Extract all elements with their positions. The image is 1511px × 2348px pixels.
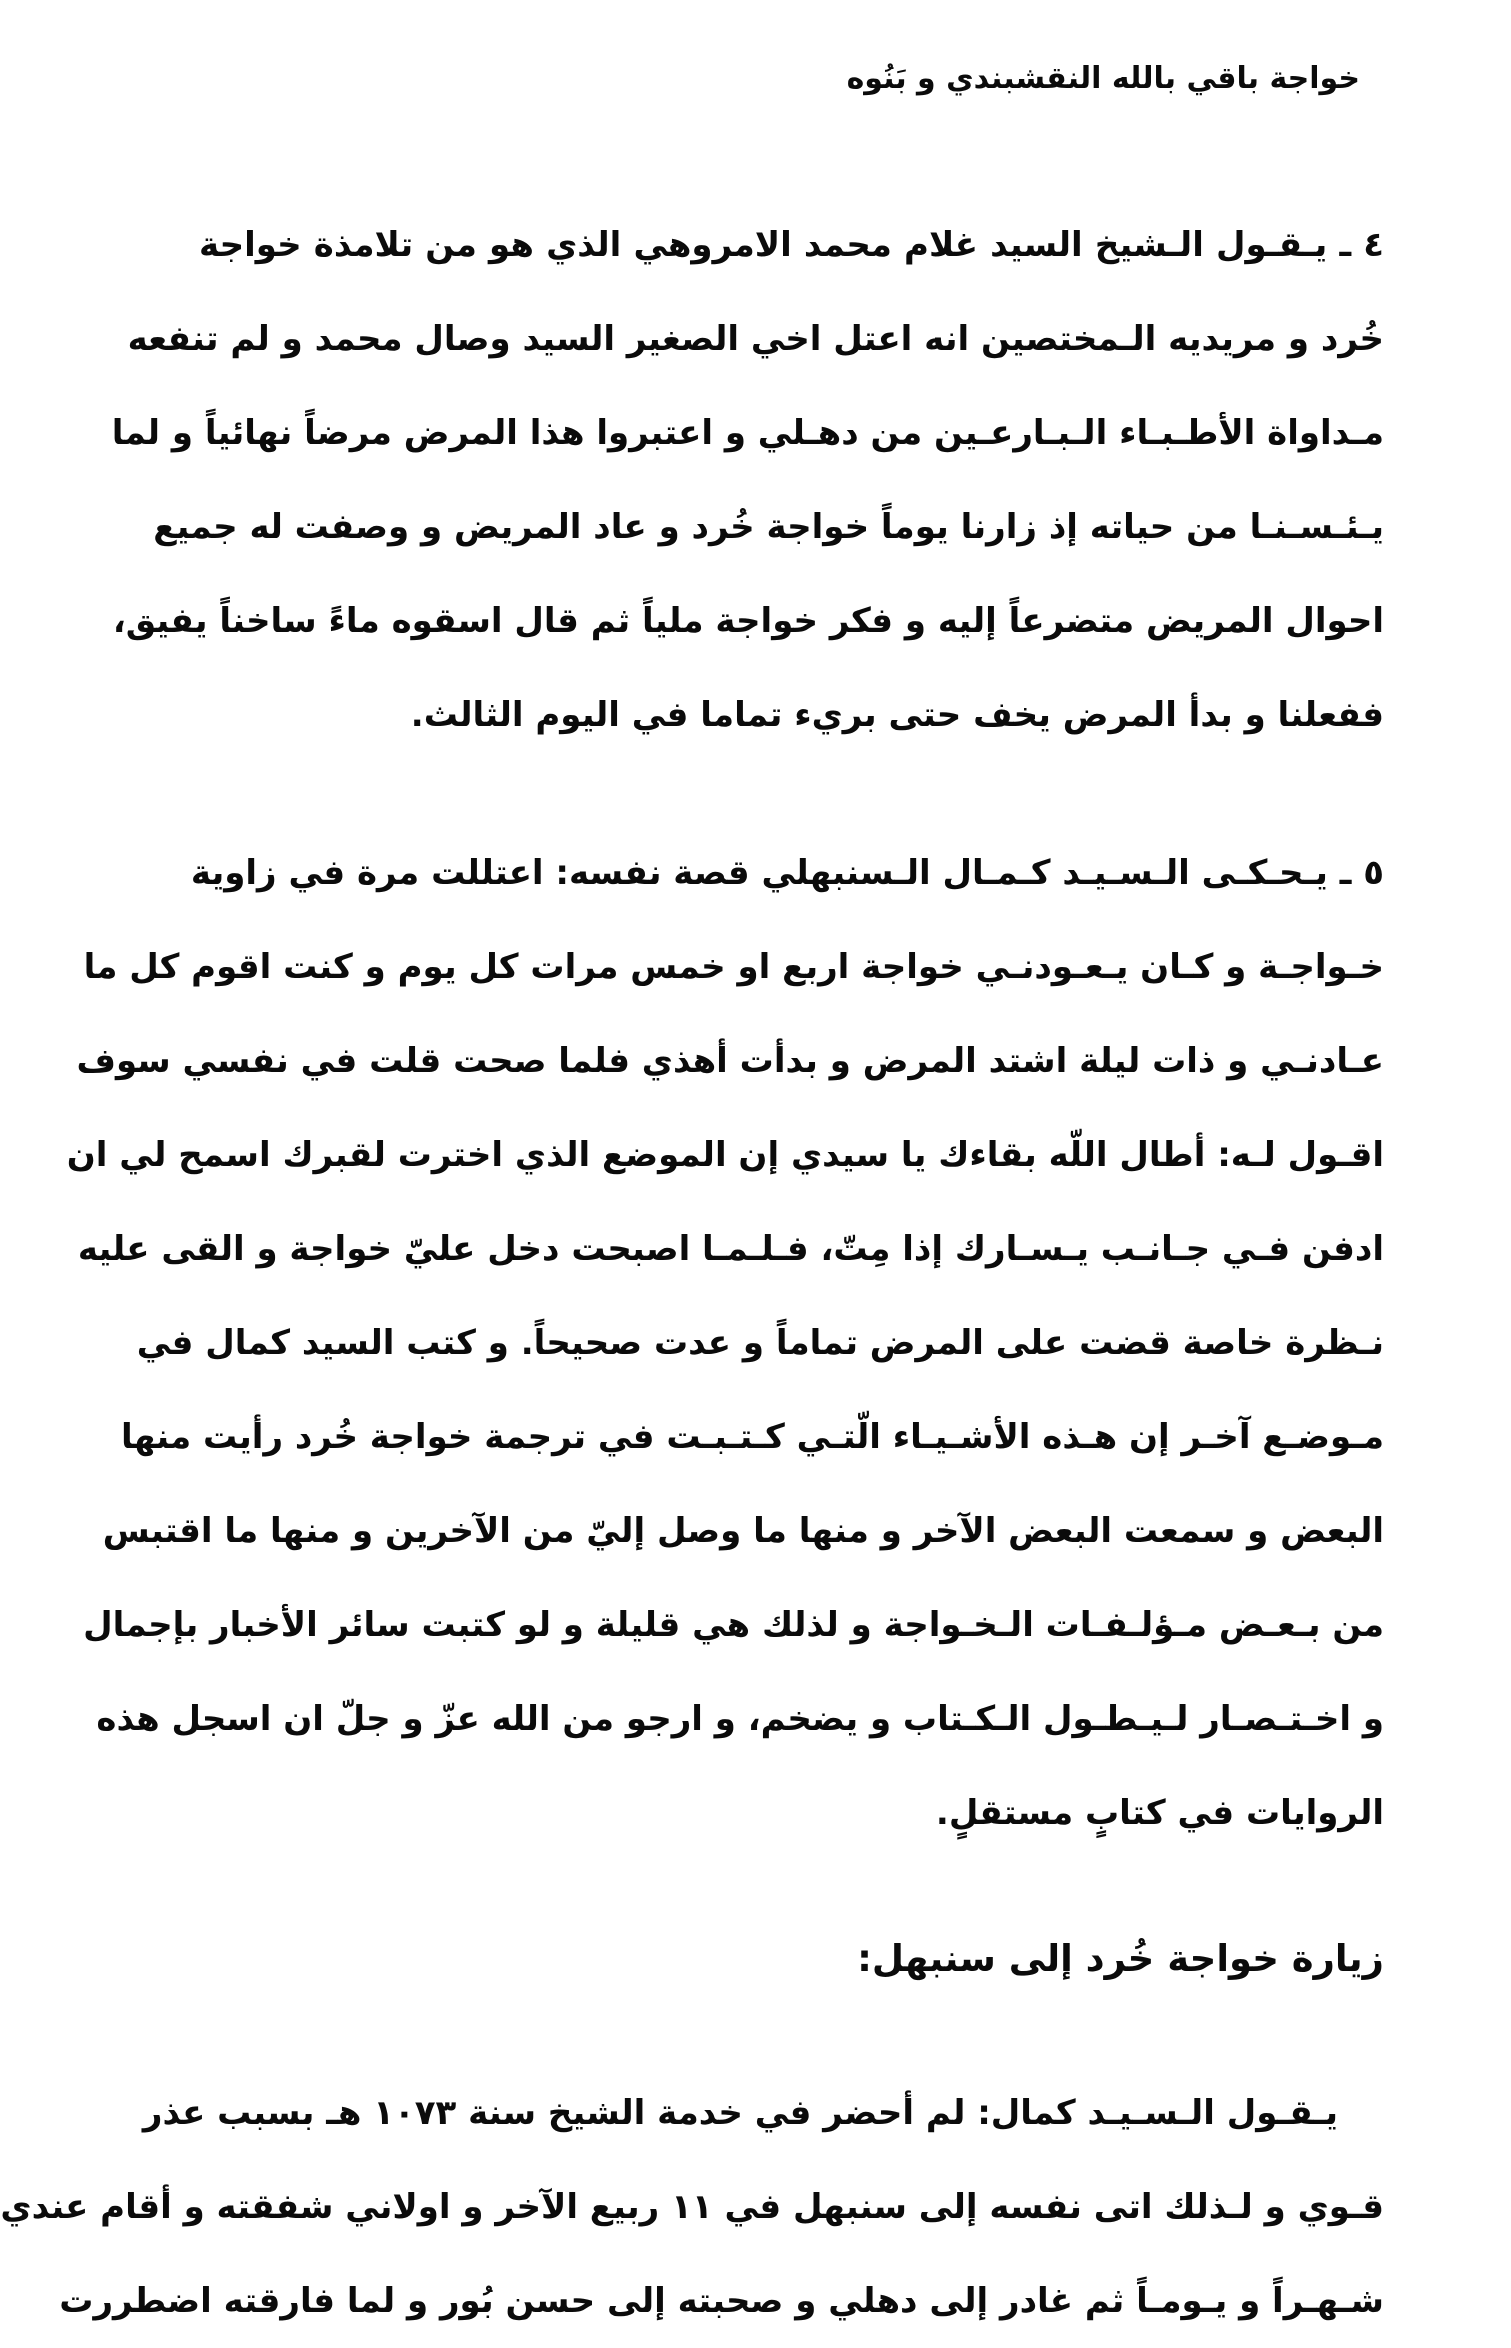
- text-line: خُرد و مريديه الـمختصين انه اعتل اخي الصغير السيد وصال محمد و لم تنفعه: [127, 319, 1384, 359]
- text-line: ففعلنا و بدأ المرض يخف حتى بريء تماما في اليوم الثالث.: [410, 695, 1384, 735]
- text-line: يـئـسـنـا من حياته إذ زارنا يوماً خواجة خُرد و عاد المريض و وصفت له جميع: [153, 507, 1384, 547]
- paragraph-5: [66, 826, 1384, 1860]
- text-line: مـداواة الأطـبـاء الـبـارعـين من دهـلي و اعتبروا هذا المرض مرضاً نهائياً و لما: [111, 413, 1384, 453]
- running-header: خواجة باقي بالله النقشبندي و بَنُوه: [846, 61, 1360, 96]
- text-line: نـظرة خاصة قضت على المرض تماماً و عدت صحيحاً. و كتب السيد كمال في: [136, 1323, 1384, 1363]
- text-line: مـوضـع آخـر إن هـذه الأشـيـاء الّتـي كـتـبـت في ترجمة خواجة خُرد رأيت منها: [121, 1417, 1384, 1457]
- text-line: ٤ ـ يـقـول الـشيخ السيد غلام محمد الامروهي الذي هو من تلامذة خواجة: [199, 225, 1384, 265]
- text-line: خـواجـة و كـان يـعـودنـي خواجة اربع او خمس مرات كل يوم و كنت اقوم كل ما: [83, 947, 1384, 987]
- text-line: من بـعـض مـؤلـفـات الـخـواجة و لذلك هي قليلة و لو كتبت سائر الأخبار بإجمال: [83, 1605, 1384, 1645]
- paragraph-4: [111, 198, 1384, 762]
- text-line: البعض و سمعت البعض الآخر و منها ما وصل إليّ من الآخرين و منها ما اقتبس: [102, 1511, 1384, 1551]
- text-line: ٥ ـ يـحـكـى الـسـيـد كـمـال الـسنبهلي قصة نفسه: اعتللت مرة في زاوية: [190, 853, 1384, 893]
- text-line: الروايات في كتابٍ مستقلٍ.: [935, 1793, 1384, 1833]
- text-line: يـقـول الـسـيـد كمال: لم أحضر في خدمة الشيخ سنة ١٠٧٣ هـ بسبب عذر: [142, 2093, 1338, 2133]
- text-line: و اخـتـصـار لـيـطـول الـكـتاب و يضخم، و ارجو من الله عزّ و جلّ ان اسجل هذه: [96, 1699, 1384, 1739]
- text-line: ادفن فـي جـانـب يـسـارك إذا مِتّ، فـلـمـا اصبحت دخل عليّ خواجة و القى عليه: [77, 1229, 1384, 1269]
- text-line: احوال المريض متضرعاً إليه و فكر خواجة ملياً ثم قال اسقوه ماءً ساخناً يفيق،: [112, 601, 1384, 641]
- text-line: اقـول لـه: أطال اللّه بقاءك يا سيدي إن الموضع الذي اخترت لقبرك اسمح لي ان: [66, 1135, 1384, 1175]
- section-heading: زيارة خواجة خُرد إلى سنبهل:: [857, 1937, 1384, 1980]
- text-line: قـوي و لـذلك اتى نفسه إلى سنبهل في ١١ ربيع الآخر و اولاني شفقته و أقام عندي: [0, 2187, 1384, 2227]
- text-line: شـهـراً و يـومـاً ثم غادر إلى دهلي و صحبته إلى حسن بُور و لما فارقته اضطررت: [59, 2281, 1384, 2321]
- body-text: [0, 198, 1384, 2348]
- text-line: عـادنـي و ذات ليلة اشتد المرض و بدأت أهذي فلما صحت قلت في نفسي سوف: [76, 1041, 1384, 1081]
- section-paragraph: [0, 2066, 1384, 2348]
